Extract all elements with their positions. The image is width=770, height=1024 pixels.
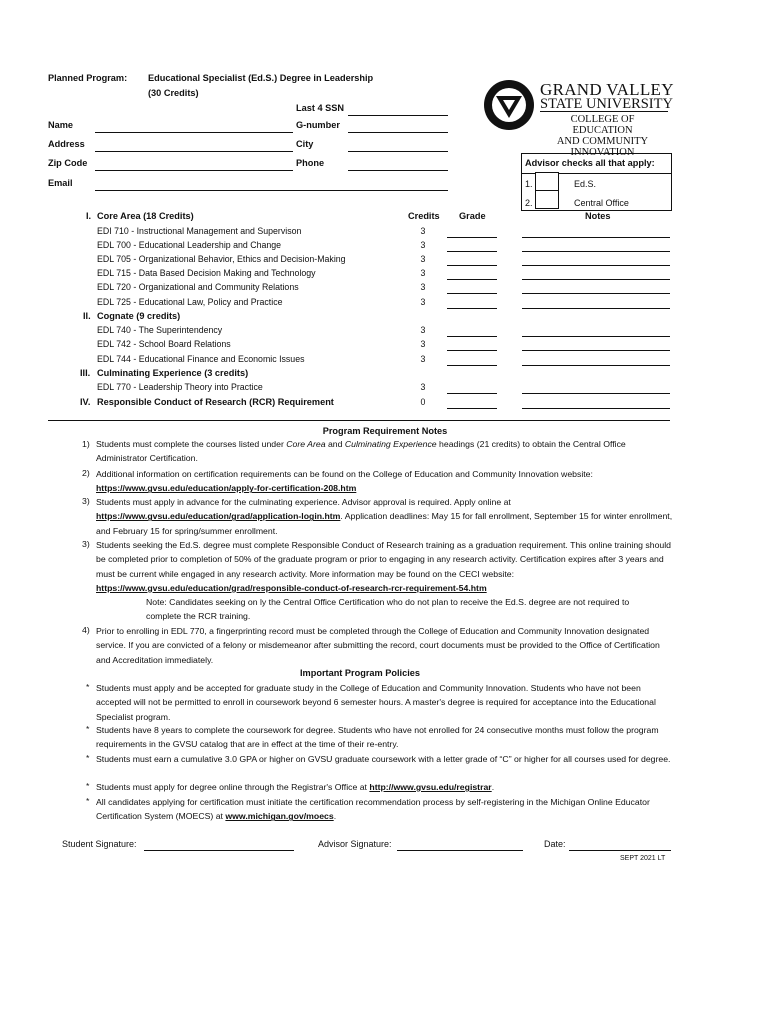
course-name: EDI 710 - Instructional Management and Supervison xyxy=(97,226,302,236)
course-name: EDL 700 - Educational Leadership and Change xyxy=(97,240,282,250)
section-title: Responsible Conduct of Research (RCR) Requirement xyxy=(97,397,334,407)
phone-input[interactable] xyxy=(348,170,448,171)
notes-field[interactable] xyxy=(522,365,670,366)
date-label: Date: xyxy=(544,839,566,849)
grade-field[interactable] xyxy=(447,279,497,280)
course-credits: 3 xyxy=(420,339,426,349)
grade-field[interactable] xyxy=(447,393,497,394)
grade-header: Grade xyxy=(459,211,486,221)
zip-input[interactable] xyxy=(95,170,293,171)
policy-1: Students must apply and be accepted for graduate study in the College of Education and Community Innovation. Students who have not been accepted will not be permitted to enroll in coursework beyond 6 semester hours. A master's degree is required for acceptance into the Educational Specialist program. xyxy=(96,683,656,722)
note-number: 3) xyxy=(82,539,90,549)
notes-field[interactable] xyxy=(522,279,670,280)
eds-checkbox[interactable] xyxy=(535,172,559,191)
course-credits: 3 xyxy=(420,240,426,250)
grade-field[interactable] xyxy=(447,251,497,252)
notes-field[interactable] xyxy=(522,237,670,238)
form-version: SEPT 2021 LT xyxy=(620,855,666,862)
course-credits: 3 xyxy=(420,226,426,236)
last4ssn-input[interactable] xyxy=(348,115,448,116)
section-numeral: IV. xyxy=(80,397,91,407)
section-title: Cognate (9 credits) xyxy=(97,311,181,321)
logo-college-2: AND COMMUNITY xyxy=(556,136,649,147)
note-number: 3) xyxy=(82,496,90,506)
registrar-link[interactable]: http://www.gvsu.edu/registrar xyxy=(369,782,492,792)
date-field[interactable] xyxy=(569,850,671,851)
notes-field[interactable] xyxy=(522,408,670,409)
note-1: Students must complete the courses listed under Core Area and Culminating Experience headings (21 credits) to obtain the Central Office Administrator Certification. xyxy=(96,439,626,464)
section-numeral: I. xyxy=(86,211,92,221)
note-2: Additional information on certification requirements can be found on the College of Education and Community Innovation website: https://www.gvsu.edu/education/apply-for-certification-208.htm xyxy=(96,469,593,494)
notes-field[interactable] xyxy=(522,393,670,394)
bullet-icon: * xyxy=(86,682,90,692)
policy-2: Students have 8 years to complete the coursework for degree. Students who have not enrolled for 24 consecutive months must follow the program requirements in the GVSU catalog that are in effect at the time of their re-entry. xyxy=(96,725,659,750)
city-label: City xyxy=(296,139,314,149)
notes-field[interactable] xyxy=(522,265,670,266)
logo-college-3: INNOVATION xyxy=(570,147,635,158)
application-login-link[interactable]: https://www.gvsu.edu/education/grad/application-login.htm xyxy=(96,511,341,522)
note-5: Prior to enrolling in EDL 770, a fingerprinting record must be completed through the College of Education and Community Innovation designated service. If you are convicted of a felony or misdemeanor after submitting the record, court documents must be provided to the Office of Certification and Accreditation immediately. xyxy=(96,626,660,665)
bullet-icon: * xyxy=(86,753,90,763)
grade-field[interactable] xyxy=(447,350,497,351)
course-name: EDL 744 - Educational Finance and Economic Issues xyxy=(97,354,305,364)
name-label: Name xyxy=(48,120,74,130)
student-signature-field[interactable] xyxy=(144,850,294,851)
advisor-title: Advisor checks all that apply: xyxy=(525,158,655,168)
note-number: 1) xyxy=(82,439,90,449)
note-number: 2) xyxy=(82,468,90,478)
notes-field[interactable] xyxy=(522,308,670,309)
grade-field[interactable] xyxy=(447,308,497,309)
email-label: Email xyxy=(48,178,73,188)
note-4: Students seeking the Ed.S. degree must complete Responsible Conduct of Research training as a graduation requirement. This online training should be completed prior to completion of 50% of the graduate program or prior to engaging in any research activity. Certification expires after 3 years and must be current while engaged in any research activity. More information may be found on the CECI website: https://www.gvsu.edu/education/grad/responsible-conduct-of-research-rcr-requirement-54.htm xyxy=(96,540,672,593)
logo-divider xyxy=(540,111,668,112)
section-divider xyxy=(48,420,670,421)
grade-field[interactable] xyxy=(447,336,497,337)
grade-field[interactable] xyxy=(447,365,497,366)
logo-college-1: COLLEGE OF EDUCATION xyxy=(570,114,635,136)
policy-4: Students must apply for degree online through the Registrar's Office at http://www.gvsu.edu/registrar. xyxy=(96,782,495,792)
course-credits: 3 xyxy=(420,254,426,264)
course-name: EDL 705 - Organizational Behavior, Ethics and Decision-Making xyxy=(97,254,346,264)
gvsu-logo xyxy=(482,76,682,156)
course-name: EDL 740 - The Superintendency xyxy=(97,325,223,335)
advisor-signature-label: Advisor Signature: xyxy=(318,839,392,849)
course-credits: 3 xyxy=(420,297,426,307)
advisor-signature-field[interactable] xyxy=(397,850,523,851)
logo-name-2: STATE UNIVERSITY xyxy=(540,96,673,112)
moecs-link[interactable]: www.michigan.gov/moecs xyxy=(225,811,334,822)
note-number: 4) xyxy=(82,625,90,635)
section-title: Core Area (18 Credits) xyxy=(97,211,194,221)
course-name: EDL 770 - Leadership Theory into Practice xyxy=(97,382,263,392)
bullet-icon: * xyxy=(86,781,90,791)
student-signature-label: Student Signature: xyxy=(62,839,137,849)
phone-label: Phone xyxy=(296,158,325,168)
gnumber-label: G-number xyxy=(296,120,340,130)
rcr-requirement-link[interactable]: https://www.gvsu.edu/education/grad/responsible-conduct-of-research-rcr-requirement-54.htm xyxy=(96,582,487,593)
eds-option-label: Ed.S. xyxy=(574,179,597,189)
program-credits: (30 Credits) xyxy=(148,88,199,98)
note-3: Students must apply in advance for the culminating experience. Advisor approval is required. Apply online at https://www.gvsu.edu/education/grad/application-login.htm. Application deadlines: May 15 for fall enrollment, September 15 for winter enrollment, and February 15 for spring/summer enrollment. xyxy=(96,497,673,536)
address-input[interactable] xyxy=(95,151,293,152)
grade-field[interactable] xyxy=(447,265,497,266)
course-name: EDL 725 - Educational Law, Policy and Practice xyxy=(97,297,283,307)
email-input[interactable] xyxy=(95,190,448,191)
course-credits: 3 xyxy=(420,382,426,392)
credits-header: Credits xyxy=(408,211,440,221)
bullet-icon: * xyxy=(86,724,90,734)
policy-3: Students must earn a cumulative 3.0 GPA or higher on GVSU graduate coursework with a letter grade of “C” or higher for all courses used for degree. xyxy=(96,754,671,764)
notes-field[interactable] xyxy=(522,350,670,351)
option-2-number: 2. xyxy=(525,198,533,208)
notes-field[interactable] xyxy=(522,336,670,337)
course-name: EDL 720 - Organizational and Community Relations xyxy=(97,282,299,292)
program-title: Educational Specialist (Ed.S.) Degree in Leadership xyxy=(148,73,374,83)
section-numeral: II. xyxy=(83,311,91,321)
name-input[interactable] xyxy=(95,132,293,133)
logo-name-1: GRAND VALLEY xyxy=(540,80,674,99)
logo-college xyxy=(540,114,665,158)
grade-field[interactable] xyxy=(447,293,497,294)
notes-title: Program Requirement Notes xyxy=(322,426,448,436)
grade-field[interactable] xyxy=(447,408,497,409)
course-credits: 0 xyxy=(420,397,426,407)
address-label: Address xyxy=(48,139,85,149)
note-4-rcr-note: Note: Candidates seeking on ly the Central Office Certification who do not plan to receive the Ed.S. degree are not required to complete the RCR training. xyxy=(146,597,630,622)
central-office-option-label: Central Office xyxy=(574,198,629,208)
certification-link[interactable]: https://www.gvsu.edu/education/apply-for-certification-208.htm xyxy=(96,483,357,494)
course-credits: 3 xyxy=(420,268,426,278)
bullet-icon: * xyxy=(86,796,90,806)
policy-5: All candidates applying for certification must initiate the certification recommendation process by self-registering in the Michigan Online Educator Certification System (MOECS) at www.michigan.gov/moecs. xyxy=(96,797,650,822)
course-credits: 3 xyxy=(420,282,426,292)
notes-header: Notes xyxy=(585,211,611,221)
advisor-checks-box xyxy=(521,153,672,211)
planned-program-label: Planned Program: xyxy=(48,73,128,83)
central-office-checkbox[interactable] xyxy=(535,190,559,209)
course-name: EDL 742 - School Board Relations xyxy=(97,339,231,349)
option-1-number: 1. xyxy=(525,179,533,189)
policies-title: Important Program Policies xyxy=(300,668,420,678)
section-numeral: III. xyxy=(80,368,91,378)
city-input[interactable] xyxy=(348,151,448,152)
notes-field[interactable] xyxy=(522,293,670,294)
grade-field[interactable] xyxy=(447,237,497,238)
section-title: Culminating Experience (3 credits) xyxy=(97,368,249,378)
course-credits: 3 xyxy=(420,325,426,335)
course-name: EDL 715 - Data Based Decision Making and Technology xyxy=(97,268,316,278)
last4ssn-label: Last 4 SSN xyxy=(296,103,344,113)
zip-label: Zip Code xyxy=(48,158,88,168)
gnumber-input[interactable] xyxy=(348,132,448,133)
notes-field[interactable] xyxy=(522,251,670,252)
gvsu-emblem-icon xyxy=(482,78,536,132)
course-credits: 3 xyxy=(420,354,426,364)
